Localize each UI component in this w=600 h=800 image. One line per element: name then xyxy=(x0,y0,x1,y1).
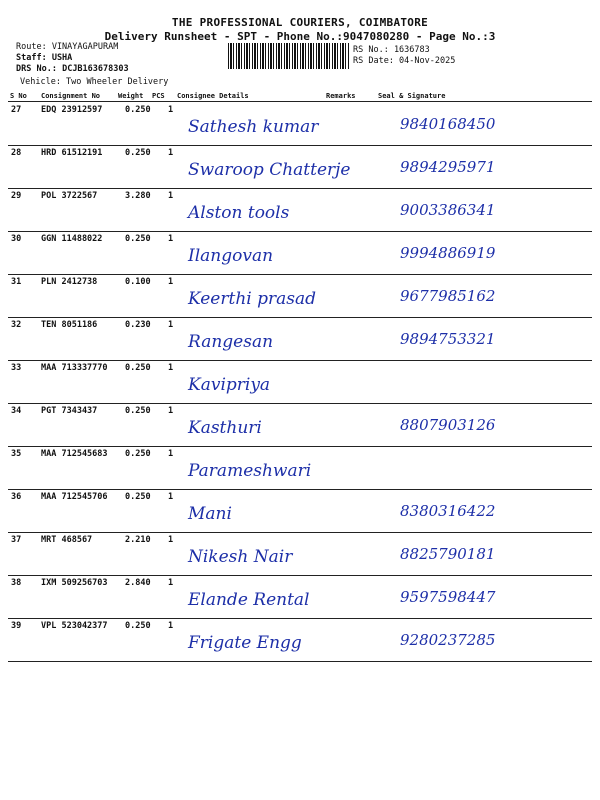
row-consignment-no: TEN 8051186 xyxy=(41,320,98,330)
row-divider xyxy=(8,231,592,232)
row-weight: 0.250 xyxy=(125,492,151,502)
vehicle-text: Vehicle: Two Wheeler Delivery xyxy=(20,77,169,87)
row-divider xyxy=(8,446,592,447)
runsheet-table xyxy=(8,89,592,653)
row-sno: 36 xyxy=(11,492,22,502)
row-weight: 3.280 xyxy=(125,191,151,201)
row-consignee-signature: Alston tools xyxy=(188,203,290,223)
row-weight: 2.840 xyxy=(125,578,151,588)
row-seal-signature: 9597598447 xyxy=(400,588,496,606)
row-consignee-signature: Sathesh kumar xyxy=(188,117,319,137)
row-seal-signature: 8807903126 xyxy=(400,416,496,434)
row-divider xyxy=(8,575,592,576)
col-seal: Seal & Signature xyxy=(378,92,446,100)
row-divider xyxy=(8,403,592,404)
row-weight: 0.250 xyxy=(125,406,151,416)
col-pcs: PCS xyxy=(152,92,165,100)
row-consignment-no: MAA 713337770 xyxy=(41,363,108,373)
staff-text: Staff: USHA xyxy=(16,53,73,63)
row-consignee-signature: Parameshwari xyxy=(188,461,312,481)
barcode xyxy=(228,43,350,69)
row-sno: 29 xyxy=(11,191,22,201)
row-pcs: 1 xyxy=(168,449,174,459)
route-info xyxy=(16,42,129,75)
rs-number: RS No.: 1636783 xyxy=(353,45,430,55)
row-sno: 35 xyxy=(11,449,22,459)
row-weight: 2.210 xyxy=(125,535,151,545)
row-pcs: 1 xyxy=(168,406,174,416)
row-pcs: 1 xyxy=(168,191,174,201)
row-sno: 38 xyxy=(11,578,22,588)
row-weight: 0.100 xyxy=(125,277,151,287)
row-weight: 0.250 xyxy=(125,105,151,115)
runsheet-title: THE PROFESSIONAL COURIERS, COIMBATORE xyxy=(171,16,429,29)
row-consignment-no: IXM 509256703 xyxy=(41,578,108,588)
row-seal-signature: 9003386341 xyxy=(400,201,496,219)
row-seal-signature: 9840168450 xyxy=(400,115,496,133)
row-divider xyxy=(8,661,592,662)
rs-date: RS Date: 04-Nov-2025 xyxy=(353,56,456,66)
row-sno: 37 xyxy=(11,535,22,545)
row-divider xyxy=(8,188,592,189)
row-consignment-no: POL 3722567 xyxy=(41,191,98,201)
row-consignment-no: HRD 61512191 xyxy=(41,148,103,158)
row-pcs: 1 xyxy=(168,148,174,158)
row-consignment-no: EDQ 23912597 xyxy=(41,105,103,115)
row-pcs: 1 xyxy=(168,277,174,287)
row-consignment-no: PLN 2412738 xyxy=(41,277,98,287)
row-consignee-signature: Keerthi prasad xyxy=(188,289,316,309)
col-remarks: Remarks xyxy=(326,92,356,100)
runsheet-subtitle: Delivery Runsheet - SPT - Phone No.:9047080280 - Page No.:3 xyxy=(104,30,496,43)
row-consignee-signature: Swaroop Chatterje xyxy=(188,160,351,180)
row-divider xyxy=(8,618,592,619)
col-weight: Weight xyxy=(118,92,144,100)
row-pcs: 1 xyxy=(168,578,174,588)
row-pcs: 1 xyxy=(168,105,174,115)
row-sno: 31 xyxy=(11,277,22,287)
row-divider xyxy=(8,317,592,318)
row-seal-signature: 8380316422 xyxy=(400,502,496,520)
row-consignee-signature: Frigate Engg xyxy=(188,633,302,653)
row-consignment-no: GGN 11488022 xyxy=(41,234,103,244)
row-weight: 0.230 xyxy=(125,320,151,330)
row-sno: 27 xyxy=(11,105,22,115)
row-pcs: 1 xyxy=(168,234,174,244)
row-consignment-no: MAA 712545683 xyxy=(41,449,108,459)
row-sno: 34 xyxy=(11,406,22,416)
row-sno: 39 xyxy=(11,621,22,631)
row-weight: 0.250 xyxy=(125,363,151,373)
row-divider xyxy=(8,489,592,490)
rs-info xyxy=(353,45,455,67)
row-consignment-no: PGT 7343437 xyxy=(41,406,98,416)
col-sno: S No xyxy=(10,92,27,100)
row-seal-signature: 9894753321 xyxy=(400,330,496,348)
row-divider xyxy=(8,274,592,275)
row-seal-signature: 9894295971 xyxy=(400,158,496,176)
row-consignee-signature: Kavipriya xyxy=(188,375,271,395)
row-consignee-signature: Rangesan xyxy=(188,332,274,352)
route-text: Route: VINAYAGAPURAM xyxy=(16,42,119,52)
row-seal-signature: 9677985162 xyxy=(400,287,496,305)
row-consignment-no: MAA 712545706 xyxy=(41,492,108,502)
row-consignee-signature: Elande Rental xyxy=(188,590,310,610)
row-weight: 0.250 xyxy=(125,234,151,244)
row-sno: 33 xyxy=(11,363,22,373)
row-sno: 28 xyxy=(11,148,22,158)
row-consignee-signature: Mani xyxy=(188,504,232,524)
row-weight: 0.250 xyxy=(125,449,151,459)
row-weight: 0.250 xyxy=(125,148,151,158)
row-seal-signature: 8825790181 xyxy=(400,545,496,563)
row-divider xyxy=(8,532,592,533)
row-pcs: 1 xyxy=(168,492,174,502)
row-pcs: 1 xyxy=(168,621,174,631)
row-consignment-no: VPL 523042377 xyxy=(41,621,108,631)
drs-value: DCJB163678303 xyxy=(62,64,129,74)
row-pcs: 1 xyxy=(168,320,174,330)
row-sno: 32 xyxy=(11,320,22,330)
row-divider xyxy=(8,145,592,146)
row-divider xyxy=(8,360,592,361)
row-seal-signature: 9280237285 xyxy=(400,631,496,649)
row-seal-signature: 9994886919 xyxy=(400,244,496,262)
header-rule xyxy=(8,101,592,102)
row-consignment-no: MRT 468567 xyxy=(41,535,93,545)
row-consignee-signature: Nikesh Nair xyxy=(188,547,293,567)
row-pcs: 1 xyxy=(168,535,174,545)
row-sno: 30 xyxy=(11,234,22,244)
drs-line xyxy=(16,64,129,75)
row-consignee-signature: Ilangovan xyxy=(188,246,274,266)
row-pcs: 1 xyxy=(168,363,174,373)
row-weight: 0.250 xyxy=(125,621,151,631)
col-consignee: Consignee Details xyxy=(177,92,249,100)
drs-label: DRS No.: xyxy=(16,64,57,74)
row-consignee-signature: Kasthuri xyxy=(188,418,262,438)
col-consignment: Consignment No xyxy=(41,92,101,100)
